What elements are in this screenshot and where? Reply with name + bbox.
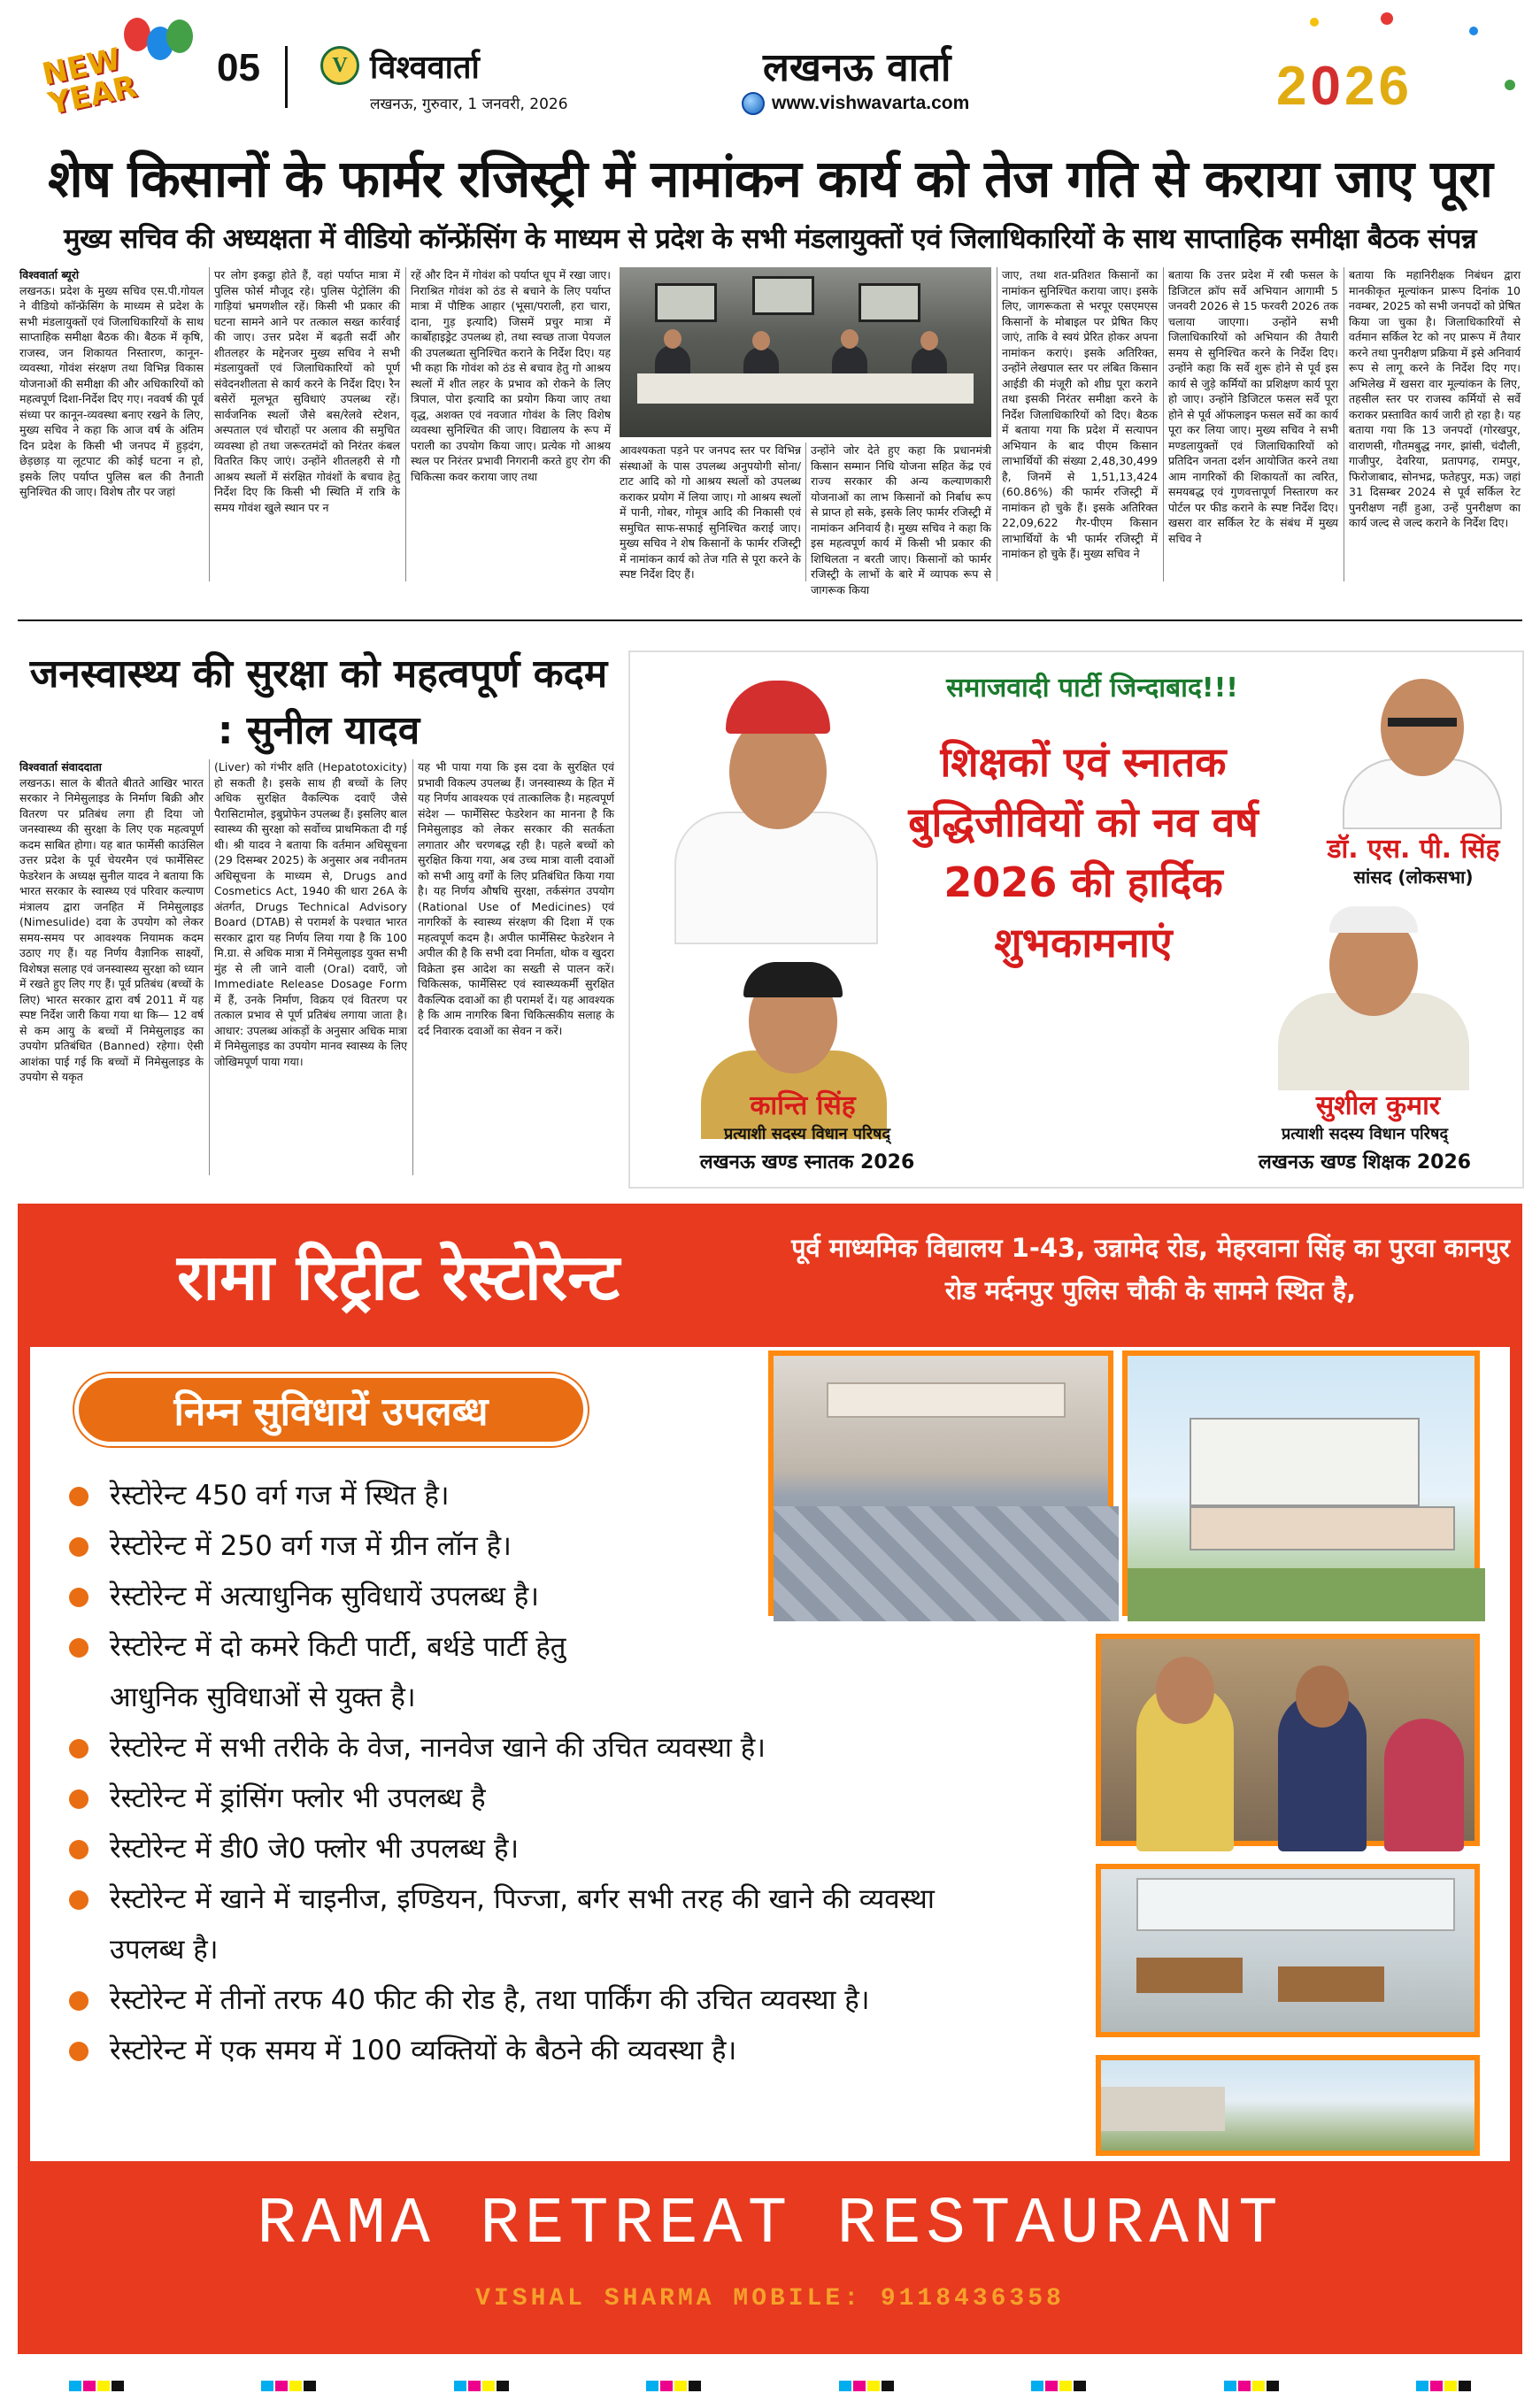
byline: विश्ववार्ता ब्यूरो xyxy=(19,268,80,281)
candidate-2-role: प्रत्याशी सदस्य विधान परिषद् xyxy=(1281,1125,1449,1143)
sparkle-decoration xyxy=(1505,80,1515,90)
website-row xyxy=(742,92,969,115)
person-head xyxy=(664,329,681,349)
mp-photo xyxy=(1329,661,1515,829)
column-rule xyxy=(209,759,210,1175)
political-greeting-ad xyxy=(628,650,1524,1189)
photo-guests xyxy=(1096,1634,1480,1846)
photo-lawn xyxy=(1096,2055,1480,2156)
lead-text: उन्होंने जोर देते हुए कहा कि प्रधानमंत्री किसान सम्मान निधि योजना सहित केंद्र एवं राज्य सरकार की अन्य कल्याणकारी योजनाओं का लाभ किसानों को निर्बाध रूप से प्राप्त हो सके, इसके लिए फार्मर रजिस्ट्री में नामांकन अनिवार्य है। मुख्य सचिव ने कहा कि इस महत्वपूर्ण कार्य में किसी भी प्रकार की शिथिलता न बरती जाए। किसानों को फार्मर रजिस्ट्री के लाभों के बारे में व्यापक रूप से जागरूक किया xyxy=(811,443,991,596)
lead-column-8 xyxy=(1349,267,1521,581)
print-color-bar xyxy=(0,2381,1540,2393)
mp-name: डॉ. एस. पी. सिंह xyxy=(1327,834,1500,865)
lead-column-1 xyxy=(19,267,204,581)
lead-column-4 xyxy=(620,442,801,581)
dot-icon xyxy=(69,1739,89,1758)
color-chip-group xyxy=(1416,2381,1471,2393)
candidate-photo-sushil-kumar xyxy=(1267,896,1480,1090)
lead-headline: शेष किसानों के फार्मर रजिस्ट्री में नामांकन कार्य को तेज गति से कराया जाए पूरा xyxy=(48,149,1492,209)
health-text: लखनऊ। साल के बीतते बीतते आखिर भारत सरकार ने निमेसुलाइड के निर्माण बिक्री और वितरण पर प्रतिबंध लगा ही दिया जो जनस्वास्थ्य की सुरक्षा के लिए एक महत्वपूर्ण कदम साबित होगा। यह बात फार्मेसी काउंसिल उत्तर प्रदेश के पूर्व चेयरमैन एवं फार्मेसिस्ट फेडरेशन के अध्यक्ष सुनील यादव ने बताया कि भारत सरकार के स्वास्थ्य एवं परिवार कल्याण मंत्रालय द्वारा जनहित में निमेसुलाइड (Nimesulide) दवा के उपयोग को लेकर समय-समय पर आवश्यक नियामक कदम उठाए गए हैं। यह निर्णय वैज्ञानिक साक्ष्यों, विशेषज्ञ सलाह एवं जनस्वास्थ्य सुरक्षा को ध्यान में रखते हुए लिए गए हैं। पूर्व प्रतिबंध (बच्चों के लिए) भारत सरकार द्वारा वर्ष 2011 में यह स्पष्ट निर्देश जारी किया गया था कि— 12 वर्ष से कम आयु के बच्चों में निमेसुलाइड का उपयोग प्रतिबंधित (Banned) रहेगा। ऐसी आशंका पाई गई कि बच्चों में निमेसुलाइड के उपयोग से यकृत xyxy=(19,775,204,1083)
dot-icon xyxy=(69,1991,89,2011)
globe-icon xyxy=(742,92,765,115)
dot-icon xyxy=(69,1638,89,1658)
restaurant-address-bar xyxy=(779,1204,1522,1347)
list-item: रेस्टोरेन्ट में डी0 जे0 फ्लोर भी उपलब्ध है। xyxy=(65,1824,1039,1874)
dot-icon xyxy=(69,1537,89,1557)
paper-name: विश्ववार्ता xyxy=(370,50,480,86)
color-chip-group xyxy=(1031,2381,1086,2393)
health-column-2 xyxy=(214,759,407,1175)
new-year-text: NEW YEAR xyxy=(39,41,140,122)
year-2026-logo: 2026 xyxy=(1276,56,1413,117)
section-divider xyxy=(18,619,1522,621)
list-item: रेस्टोरेन्ट में 250 वर्ग गज में ग्रीन लॉन है। xyxy=(65,1521,1039,1572)
color-chip-group xyxy=(454,2381,509,2393)
health-column-3 xyxy=(418,759,614,1175)
page-number: 05 xyxy=(217,46,260,89)
lead-column-7 xyxy=(1168,267,1338,581)
person-head xyxy=(841,329,859,349)
candidate-2-name: सुशील कुमार xyxy=(1315,1090,1441,1121)
website-url[interactable]: www.vishwavarta.com xyxy=(772,93,970,113)
dot-icon xyxy=(69,2042,89,2061)
dateline: लखनऊ, गुरुवार, 1 जनवरी, 2026 xyxy=(370,96,568,113)
photo-dining-area xyxy=(1096,1864,1480,2037)
list-item: रेस्टोरेन्ट 450 वर्ग गज में स्थित है। xyxy=(65,1471,1039,1521)
color-chip-group xyxy=(646,2381,701,2393)
restaurant-address: पूर्व माध्यमिक विद्यालय 1-43, उन्नामेद रोड, मेहरवाना सिंह का पुरवा कानपुर रोड मर्दनपुर पुलिस चौकी के सामने स्थित है, xyxy=(791,1233,1510,1305)
section-name: लखनऊ वार्ता xyxy=(763,45,951,90)
list-item: रेस्टोरेन्ट में एक समय में 100 व्यक्तियों के बैठने की व्यवस्था है। xyxy=(65,2026,1039,2076)
meeting-photo xyxy=(620,267,991,437)
color-chip-group xyxy=(1224,2381,1279,2393)
color-chip-group xyxy=(261,2381,316,2393)
restaurant-body xyxy=(30,1347,1510,2161)
video-screen xyxy=(859,283,920,322)
new-year-greeting: शिक्षकों एवं स्नातक बुद्धिजीवियों को नव वर्ष 2026 की हार्दिक शुभकामनाएं xyxy=(908,738,1259,966)
lead-subheadline: मुख्य सचिव की अध्यक्षता में वीडियो कॉन्फ्रेंसिंग के माध्यम से प्रदेश के सभी मंडलायुक्तों एवं जिलाधिकारियों के साथ साप्ताहिक समीक्षा बैठक संपन्न xyxy=(63,223,1477,255)
lead-column-6 xyxy=(1002,267,1158,581)
list-item: रेस्टोरेन्ट में खाने में चाइनीज, इण्डियन, पिज्जा, बर्गर सभी तरह की खाने की व्यवस्था उपलब्ध है। xyxy=(65,1874,986,1975)
health-text: यह भी पाया गया कि इस दवा के सुरक्षित एवं प्रभावी विकल्प उपलब्ध हैं। जनस्वास्थ्य के हित में यह निर्णय आवश्यक एवं तात्कालिक है। महत्वपूर्ण संदेश — फार्मेसिस्ट फेडरेशन का मानना है कि निमेसुलाइड को लेकर सरकार की सतर्कता लगातार और चरणबद्ध रही है। पहले बच्चों को सुरक्षित किया गया, अब उच्च मात्रा वाली दवाओं को सभी आयु वर्गों के लिए प्रतिबंधित किया गया है। यह निर्णय औषधि सुरक्षा, तर्कसंगत उपयोग (Rational Use of Medicines) एवं नागरिकों के स्वास्थ्य संरक्षण की दिशा में एक महत्वपूर्ण कदम है। अपील फार्मेसिस्ट फेडरेशन ने अपील की है कि सभी दवा निर्माता, थोक व खुदरा विक्रेता इस आदेश का सख्ती से पालन करें। चिकित्सक, फार्मेसिस्ट एवं स्वास्थ्यकर्मी सुरक्षित वैकल्पिक दवाओं का ही परामर्श दें। यह आवश्यक है कि आम नागरिक बिना चिकित्सकीय सलाह के दर्द निवारक दवाओं का सेवन न करें। xyxy=(418,760,614,1037)
health-text: (Liver) को गंभीर क्षति (Hepatotoxicity) हो सकती है। इसके साथ ही बच्चों के लिए अधिक सुरक्षित वैकल्पिक दवाएँ जैसे पैरासिटामोल, इबुप्रोफेन उपलब्ध हैं। इसलिए बाल स्वास्थ्य की सुरक्षा को सर्वोच्च प्राथमिकता दी गई थी। श्री यादव ने बताया कि वर्तमान अधिसूचना (29 दिसम्बर 2025) के अनुसार अब नवीनतम अधिसूचना के माध्यम से, Drugs and Cosmetics Act, 1940 की धारा 26A के अंतर्गत, Drugs Technical Advisory Board (DTAB) से परामर्श के पश्चात भारत सरकार द्वारा यह निर्णय लिया गया है कि 100 मि.ग्रा. से अधिक मात्रा में निमेसुलाइड युक्त सभी मुंह से ली जाने वाली (Oral) दवाएँ, जो Immediate Release Dosage Form में हैं, उनके निर्माण, विक्रय एवं वितरण पर तत्काल प्रभाव से पूर्ण प्रतिबंध लगाया जाता है। आधार: उपलब्ध आंकड़ों के अनुसार अधिक मात्रा में निमेसुलाइड का उपयोग मानव स्वास्थ्य के लिए जोखिमपूर्ण पाया गया। xyxy=(214,760,407,1068)
lead-text: पर लोग इकट्ठा होते हैं, वहां पर्याप्त मात्रा में पुलिस फोर्स मौजूद रहे। पुलिस पेट्रोलिंग की गाड़ियां भ्रमणशील रहें। किसी भी प्रकार की घटना सामने आने पर तत्काल सख्त कार्रवाई की जाए। उत्तर प्रदेश में बढ़ती सर्दी और शीतलहर के मद्देनजर मुख्य सचिव ने सभी मंडलायुक्तों एवं जिलाधिकारियों को पूर्ण संवेदनशीलता से कार्य करने के निर्देश दिए। रैन बसेरों मूलभूत सुविधाएं उपलब्ध रहें। सार्वजनिक स्थलों जैसे बस/रेलवे स्टेशन, अस्पताल एवं चौराहों पर अलाव की समुचित व्यवस्था हो तथा जरूरतमंदों को निरंतर कंबल वितरित किए जाएं। उन्होंने शीतलहरी से गौ आश्रय स्थलों में संरक्षित गोवंशों के बचाव हेतु निर्देश दिए कि किसी भी स्थिति में रात्रि के समय गोवंश खुले स्थान पर न xyxy=(214,268,400,514)
lead-column-3 xyxy=(411,267,611,581)
dot-icon xyxy=(69,1789,89,1809)
health-column-1 xyxy=(19,759,204,1175)
restaurant-title-hindi: रामा रिट्रीट रेस्टोरेन्ट xyxy=(177,1240,620,1314)
candidate-1-name: कान्ति सिंह xyxy=(750,1090,856,1121)
dot-icon xyxy=(69,1840,89,1859)
person-head xyxy=(920,331,938,350)
column-rule xyxy=(412,759,413,1175)
restaurant-contact: VISHAL SHARMA MOBILE: 9118436358 xyxy=(475,2285,1065,2313)
lead-text: आवश्यकता पड़ने पर जनपद स्तर पर विभिन्न संस्थाओं के पास उपलब्ध अनुपयोगी सोना/टाट आदि को गो आश्रय स्थलों को उपलब्ध कराकर प्रयोग में लिया जाए। गो आश्रय स्थलों में पानी, गोबर, गोमूत्र आदि की निकासी एवं समुचित साफ-सफाई सुनिश्चित कराई जाए। मुख्य सचिव ने शेष किसानों के फार्मर रजिस्ट्री में नामांकन कार्य को तेज गति से पूरा करने के स्पष्ट निर्देश दिए हैं। xyxy=(620,443,801,581)
person-head xyxy=(752,331,770,350)
party-slogan: समाजवादी पार्टी जिन्दाबाद!!! xyxy=(946,673,1238,704)
photo-building-exterior xyxy=(1122,1351,1480,1616)
lead-text: लखनऊ। प्रदेश के मुख्य सचिव एस.पी.गोयल ने वीडियो कॉन्फ्रेंसिंग के माध्यम से प्रदेश के सभी मंडलायुक्तों एवं जिलाधिकारियों के साथ साप्ताहिक समीक्षा बैठक की। बैठक में कृषि, राजस्व, जन शिकायत निस्तारण, कानून-व्यवस्था, गोवंश संरक्षण तथा विभिन्न विकास योजनाओं की समीक्षा की और अधिकारियों को महत्वपूर्ण दिशा-निर्देश दिए गए। नववर्ष की पूर्व संध्या पर कानून-व्यवस्था बनाए रखने के लिए, मुख्य सचिव ने कहा कि आज वर्ष के अंतिम दिन प्रदेश के किसी भी जनपद में हुड़दंग, छेड़छाड़ या लूटपाट की कोई घटना न हो, इसके लिए पर्याप्त पुलिस बल की तैनाती सुनिश्चित की जाए। विशेष तौर पर जहां xyxy=(19,283,204,498)
restaurant-ad xyxy=(18,1204,1522,2354)
lead-text: जाए, तथा शत-प्रतिशत किसानों का नामांकन सुनिश्चित कराया जाए। इसके लिए, जागरूकता से भरपूर एसएमएस किसानों के मोबाइल पर प्रेषित किए जाएं, ताकि वे स्वयं प्रेरित होकर अपना नामांकन कराएं। इसके अतिरिक्त, उन्होंने लेखपाल स्तर पर लंबित किसान आईडी की मंजूरी को शीघ्र पूरा कराने तथा इसकी निरंतर समीक्षा करने के निर्देश जिलाधिकारियों को दिए। बैठक में बताया गया कि प्रदेश में सत्यापन अभियान के बाद पीएम किसान लाभार्थियों की संख्या 2,48,30,499 है, जिनमें से 1,51,13,424 (60.86%) की फार्मर रजिस्ट्री में नामांकन हो चुके हैं। इसके अतिरिक्त 22,09,622 गैर-पीएम किसान लाभार्थियों के भी फार्मर रजिस्ट्री में नामांकन हो चुके हैं। मुख्य सचिव ने xyxy=(1002,268,1158,560)
column-rule xyxy=(805,442,806,581)
candidate-1-area: लखनऊ खण्ड स्नातक 2026 xyxy=(699,1151,915,1174)
candidate-photo-akhilesh xyxy=(666,661,887,944)
column-rule xyxy=(209,267,210,581)
list-item: रेस्टोरेन्ट में सभी तरीके के वेज, नानवेज खाने की उचित व्यवस्था है। xyxy=(65,1723,1039,1774)
video-screen xyxy=(752,276,814,315)
byline: विश्ववार्ता संवाददाता xyxy=(19,760,102,773)
column-rule xyxy=(405,267,406,581)
video-screen xyxy=(655,283,717,322)
dot-icon xyxy=(69,1588,89,1607)
dot-icon xyxy=(69,1487,89,1506)
color-chip-group xyxy=(69,2381,124,2393)
candidate-1-role: प्रत्याशी सदस्य विधान परिषद् xyxy=(723,1125,891,1143)
health-headline: जनस्वास्थ्य की सुरक्षा को महत्वपूर्ण कदम : सुनील यादव xyxy=(29,651,608,753)
list-item: रेस्टोरेन्ट में ड्रांसिंग फ्लोर भी उपलब्ध है xyxy=(65,1774,1039,1824)
lead-column-5 xyxy=(811,442,991,596)
lead-column-2 xyxy=(214,267,400,581)
sparkle-decoration xyxy=(1381,12,1393,25)
lead-text: बताया कि महानिरीक्षक निबंधन द्वारा मानकीकृत मूल्यांकन प्रारूप दिनांक 10 नवम्बर, 2025 को सभी जनपदों को प्रेषित किया जा चुका है। जिलाधिकारियों से वर्तमान सर्किल रेट को नए प्रारूप में तैयार करने तथा पुनरीक्षण प्रक्रिया में इसे अनिवार्य रूप से लागू करने के निर्देश दिए गए। अभिलेख में खसरा वार मूल्यांकन के लिए, तहसील स्तर पर राजस्व कर्मियों से सर्वे कराकर प्रस्तावित कार्य जारी हो रहा है। यह बताया गया कि 13 जनपदों (गोरखपुर, वाराणसी, गौतमबुद्ध नगर, झांसी, चंदौली, गाजीपुर, देवरिया, प्रतापगढ़, रामपुर, फिरोजाबाद, सोनभद्र, फतेहपुर, मऊ) जहां 31 दिसम्बर 2024 से पूर्व सर्किल रेट पुनरीक्षण नहीं हुआ, उन्हें पुनरीक्षण का कार्य जल्द से जल्द कराने के निर्देश दिए। xyxy=(1349,268,1521,529)
sparkle-decoration xyxy=(1469,27,1478,35)
masthead xyxy=(0,0,1540,124)
sparkle-decoration xyxy=(1310,18,1319,27)
list-item: रेस्टोरेन्ट में अत्याधुनिक सुविधायें उपलब्ध है। xyxy=(65,1572,1039,1622)
lead-text: बताया कि उत्तर प्रदेश में रबी फसल के डिजिटल क्रॉप सर्वे अभियान आगामी 5 जनवरी 2026 से 15 फरवरी 2026 तक चलाया जाएगा। उन्होंने सभी जिलाधिकारियों को अभियान की तैयारी समय से सुनिश्चित करने के निर्देश दिए। उन्होंने कहा कि सर्वे शुरू होने से पूर्व इस कार्य से जुड़े कर्मियों का प्रशिक्षण कार्य पूरा हो जाए। उन्होंने डिजिटल फसल सर्वे पूरा होने से पूर्व ऑफलाइन फसल सर्वे का कार्य पूरा कर लिया जाए। मुख्य सचिव ने सभी मण्डलायुक्तों एवं जिलाधिकारियों को प्रतिदिन जनता दर्शन आयोजित करने तथा आम नागरिकों की शिकायतों का त्वरित, समयबद्ध एवं गुणवत्तापूर्ण निस्तारण कर पोर्टल पर फीड कराने के स्पष्ट निर्देश दिए। खसरा वार सर्किल रेट के संबंध में मुख्य सचिव ने xyxy=(1168,268,1338,545)
list-item: रेस्टोरेन्ट में दो कमरे किटी पार्टी, बर्थडे पार्टी हेतु आधुनिक सुविधाओं से युक्त है। xyxy=(65,1622,632,1723)
restaurant-title-english: RAMA RETREAT RESTAURANT xyxy=(257,2188,1283,2262)
conference-table xyxy=(637,373,974,404)
header-divider xyxy=(285,46,288,108)
lead-text: रहें और दिन में गोवंश को पर्याप्त धूप में रखा जाए। निराश्रित गोवंश को ठंड से बचाने के लिए पर्याप्त मात्रा में पौष्टिक आहार (भूसा/पराली, हरा चारा, दाना, गुड़ इत्यादि) जिसमें प्रचुर मात्रा में कार्बोहाइड्रेट उपलब्ध हो, तथा स्वच्छ ताजा पेयजल की उपलब्धता सुनिश्चित कराने के निर्देश दिए। यह भी कहा कि गोवंश को ठंड से बचाव हेतु गो आश्रय स्थलों में शीत लहर के प्रभाव को रोकने के लिए त्रिपाल, पोरा इत्यादि का प्रयोग किया जाए तथा वृद्ध, अशक्त एवं नवजात गोवंश के लिए विशेष व्यवस्था सुनिश्चित की जाए। विद्यालय के रूप में पराली का उपयोग किया जाए। प्रत्येक गो आश्रय स्थल पर निरंतर प्रभावी निगरानी करते हुए रोग की चिकित्सा कवर कराया जाए तथा xyxy=(411,268,611,483)
paper-logo-icon: V xyxy=(320,46,359,85)
new-year-badge xyxy=(35,18,195,122)
candidate-2-area: लखनऊ खण्ड शिक्षक 2026 xyxy=(1258,1151,1472,1174)
list-item: रेस्टोरेन्ट में तीनों तरफ 40 फीट की रोड है, तथा पार्किंग की उचित व्यवस्था है। xyxy=(65,1975,1039,2026)
mp-role: सांसद (लोकसभा) xyxy=(1353,866,1474,888)
facilities-heading: निम्न सुविधायें उपलब्ध xyxy=(74,1374,588,1446)
dot-icon xyxy=(69,1890,89,1910)
column-rule xyxy=(1163,267,1164,581)
photo-hall-interior xyxy=(768,1351,1113,1616)
color-chip-group xyxy=(839,2381,894,2393)
